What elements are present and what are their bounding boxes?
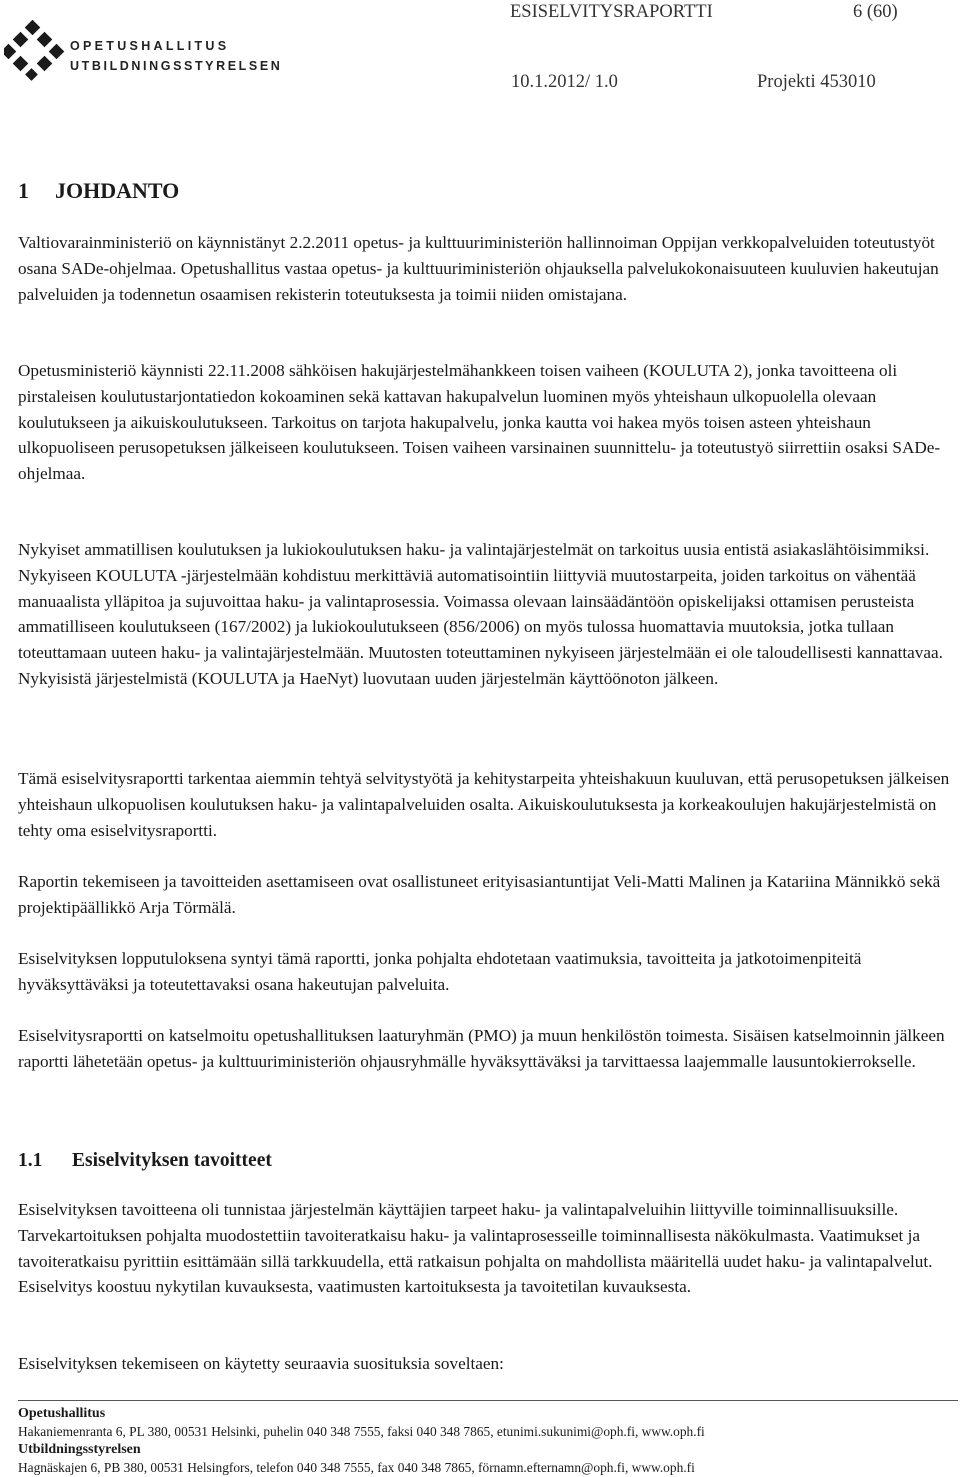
- logo-text-swedish: UTBILDNINGSSTYRELSEN: [70, 59, 283, 73]
- page-footer: [18, 1400, 958, 1477]
- page-number: 6 (60): [853, 2, 898, 22]
- date-version: 10.1.2012/ 1.0: [511, 72, 618, 92]
- section-heading-1: [18, 178, 179, 204]
- document-title: ESISELVITYSRAPORTTI: [510, 2, 713, 22]
- footer-org-swedish: Utbildningsstyrelsen: [18, 1442, 141, 1457]
- footer-org-finnish: Opetushallitus: [18, 1406, 106, 1421]
- section-number: 1.1: [18, 1150, 43, 1171]
- paragraph: Opetusministeriö käynnisti 22.11.2008 sähköisen hakujärjestelmähankkeen toisen vaiheen (KOULUTA 2), jonka tavoitteena oli pirstaleisen koulutustarjontatiedon kokoaminen sekä kattavan hakupalvelun luominen myös yhteishaun ulkopuolella olevaan koulutukseen ja aikuiskoulutukseen. Tarkoitus on tarjota hakupalvelu, jonka kautta voi hakea myös toisen asteen yhteishaun ulkopuoliseen perusopetuksen jälkeiseen koulutukseen. Toisen vaiheen varsinainen suunnittelu- ja toteutustyö siirrettiin osaksi SADe-ohjelmaa.: [18, 361, 941, 484]
- paragraph: Valtiovarainministeriö on käynnistänyt 2.2.2011 opetus- ja kulttuuriministeriön hallinnoiman Oppijan verkkopalveluiden toteutustyöt osana SADe-ohjelmaa. Opetushallitus vastaa opetus- ja kulttuuriministeriön ohjauksella palvelukokonaisuuteen kuuluvien hakeutujan palveluiden ja todennetun osaamisen rekisterin toteutuksesta ja toimii niiden omistajana.: [18, 233, 939, 304]
- logo-diamond-icon: [4, 20, 66, 82]
- paragraph: Esiselvityksen lopputuloksena syntyi tämä raportti, jonka pohjalta ehdotetaan vaatimuksia, tavoitteita ja jatkotoimenpiteitä hyväksyttäväksi ja toteutettavaksi osana hakeutujan palveluita.: [18, 949, 862, 994]
- paragraph: Esiselvityksen tekemiseen on käytetty seuraavia suosituksia soveltaen:: [18, 1354, 504, 1373]
- paragraph: Tämä esiselvitysraportti tarkentaa aiemmin tehtyä selvitystyötä ja kehitystarpeita yhteishakuun kuuluvan, että perusopetuksen jälkeisen yhteishaun ulkopuolisen koulutuksen haku- ja valintapalveluiden osalta. Aikuiskoulutuksesta ja korkeakoulujen hakujärjestelmistä on tehty oma esiselvitysraportti.: [18, 769, 950, 840]
- paragraph: Esiselvitysraportti on katselmoitu opetushallituksen laaturyhmän (PMO) ja muun henkilöstön toimesta. Sisäisen katselmoinnin jälkeen raportti lähetetään opetus- ja kulttuuriministeriön ohjausryhmälle hyväksyttäväksi ja tarvittaessa laajemmalle lausuntokierrokselle.: [18, 1026, 945, 1071]
- project-number: Projekti 453010: [757, 72, 876, 92]
- footer-divider: [18, 1400, 958, 1401]
- paragraph: Raportin tekemiseen ja tavoitteiden asettamiseen ovat osallistuneet erityisasiantuntijat Veli-Matti Malinen ja Katariina Männikkö sekä projektipäällikkö Arja Törmälä.: [18, 872, 941, 917]
- paragraph: Esiselvityksen tavoitteena oli tunnistaa järjestelmän käyttäjien tarpeet haku- ja valintapalveluihin liittyville toiminnallisuuksille. Tarvekartoituksen pohjalta muodostettiin tavoiteratkaisu haku- ja valintaprosesseille toiminnallisesta näkökulmasta. Vaatimukset ja tavoiteratkaisu pyrittiin esittämään sillä tarkkuudella, että ratkaisun pohjalta on mahdollista määritellä uudet haku- ja valintapalvelut. Esiselvitys koostuu nykytilan kuvauksesta, vaatimusten kartoituksesta ja tavoitetilan kuvauksesta.: [18, 1200, 933, 1297]
- section-title: Esiselvityksen tavoitteet: [72, 1150, 272, 1171]
- logo-text-finnish: OPETUSHALLITUS: [70, 39, 230, 53]
- footer-address-finnish: Hakaniemenranta 6, PL 380, 00531 Helsinki, puhelin 040 348 7555, faksi 040 348 7865, etunimi.sukunimi@oph.fi, www.oph.fi: [18, 1424, 705, 1439]
- footer-address-swedish: Hagnäskajen 6, PB 380, 00531 Helsingfors, telefon 040 348 7555, fax 040 348 7865, förnamn.efternamn@oph.fi, www.oph.fi: [18, 1460, 695, 1475]
- section-heading-1-1: [18, 1150, 272, 1172]
- section-title: JOHDANTO: [55, 178, 180, 203]
- paragraph: Nykyiset ammatillisen koulutuksen ja lukiokoulutuksen haku- ja valintajärjestelmät on tarkoitus uusia entistä asiakaslähtöisimmiksi. Nykyiseen KOULUTA -järjestelmään kohdistuu merkittäviä automatisointiin liittyviä muutostarpeita, joiden tarkoitus on vähentää manuaalista ylläpitoa ja sujuvoittaa haku- ja valintaprosessia. Voimassa olevaan lainsäädäntöön opiskelijaksi ottamisen perusteista ammatilliseen koulutukseen (167/2002) ja lukiokoulutukseen (856/2006) on myös tulossa huomattavia muutoksia, jotka tullaan toteuttamaan uuteen haku- ja valintajärjestelmään. Muutosten toteuttaminen nykyiseen järjestelmään ei ole taloudellisesti kannattavaa. Nykyisistä järjestelmistä (KOULUTA ja HaeNyt) luovutaan uuden järjestelmän käyttöönoton jälkeen.: [18, 540, 943, 688]
- logo: [4, 20, 283, 80]
- section-number: 1: [18, 178, 29, 203]
